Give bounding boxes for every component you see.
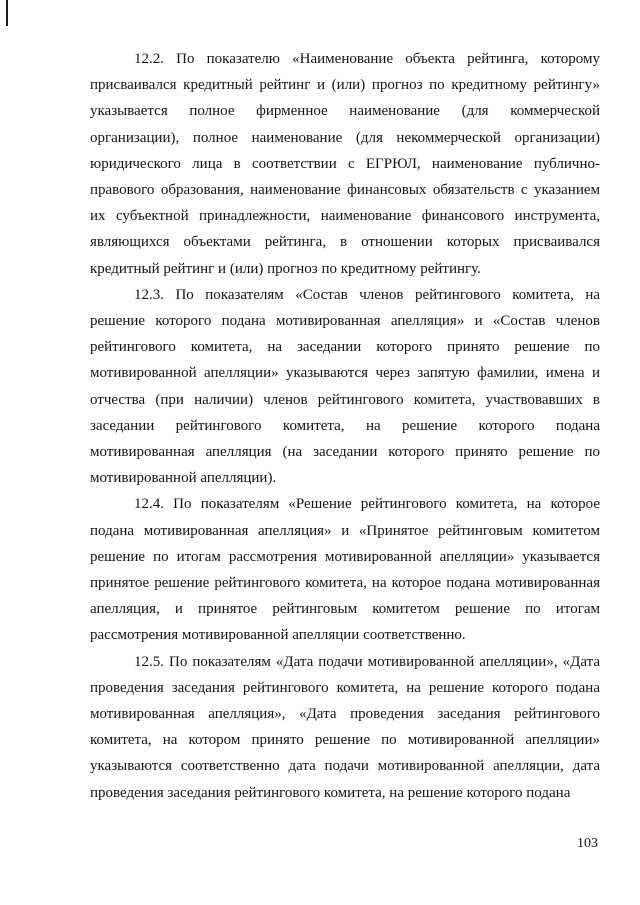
paragraph-12-4: 12.4. По показателям «Решение рейтингового комитета, на которое подана мотивированная апелляция» и «Принятое рейтинговым комитетом решение по итогам рассмотрения мотивированной апелляции» указывается принятое решение рейтингового комитета, на которое подана мотивированная апелляция, и принятое рейтинговым комитетом решение по итогам рассмотрения мотивированной апелляции соответственно.	[90, 496, 600, 644]
document-body	[90, 46, 600, 806]
page-number: 103	[577, 836, 598, 851]
scan-edge-mark	[6, 0, 8, 26]
paragraph-12-5: 12.5. По показателям «Дата подачи мотивированной апелляции», «Дата проведения заседания рейтингового комитета, на решение которого подана мотивированная апелляция», «Дата проведения заседания рейтингового комитета, на котором принято решение по мотивированной апелляции» указываются соответственно дата подачи мотивированной апелляции, дата проведения заседания рейтингового комитета, на решение которого подана	[90, 653, 600, 801]
paragraph-12-2: 12.2. По показателю «Наименование объекта рейтинга, которому присваивался кредитный рейтинг и (или) прогноз по кредитному рейтингу» указывается полное фирменное наименование (для коммерческой организации), полное наименование (для некоммерческой организации) юридического лица в соответствии с ЕГРЮЛ, наименование публично-правового образования, наименование финансовых обязательств с указанием их субъектной принадлежности, наименование финансового инструмента, являющихся объектами рейтинга, в отношении которых присваивался кредитный рейтинг и (или) прогноз по кредитному рейтингу.	[90, 51, 600, 277]
paragraph-12-3: 12.3. По показателям «Состав членов рейтингового комитета, на решение которого подана мотивированная апелляция» и «Состав членов рейтингового комитета, на заседании которого принято решение по мотивированной апелляции» указываются через запятую фамилии, имена и отчества (при наличии) членов рейтингового комитета, участвовавших в заседании рейтингового комитета, на решение которого подана мотивированная апелляция (на заседании которого принято решение по мотивированной апелляции).	[90, 286, 600, 487]
